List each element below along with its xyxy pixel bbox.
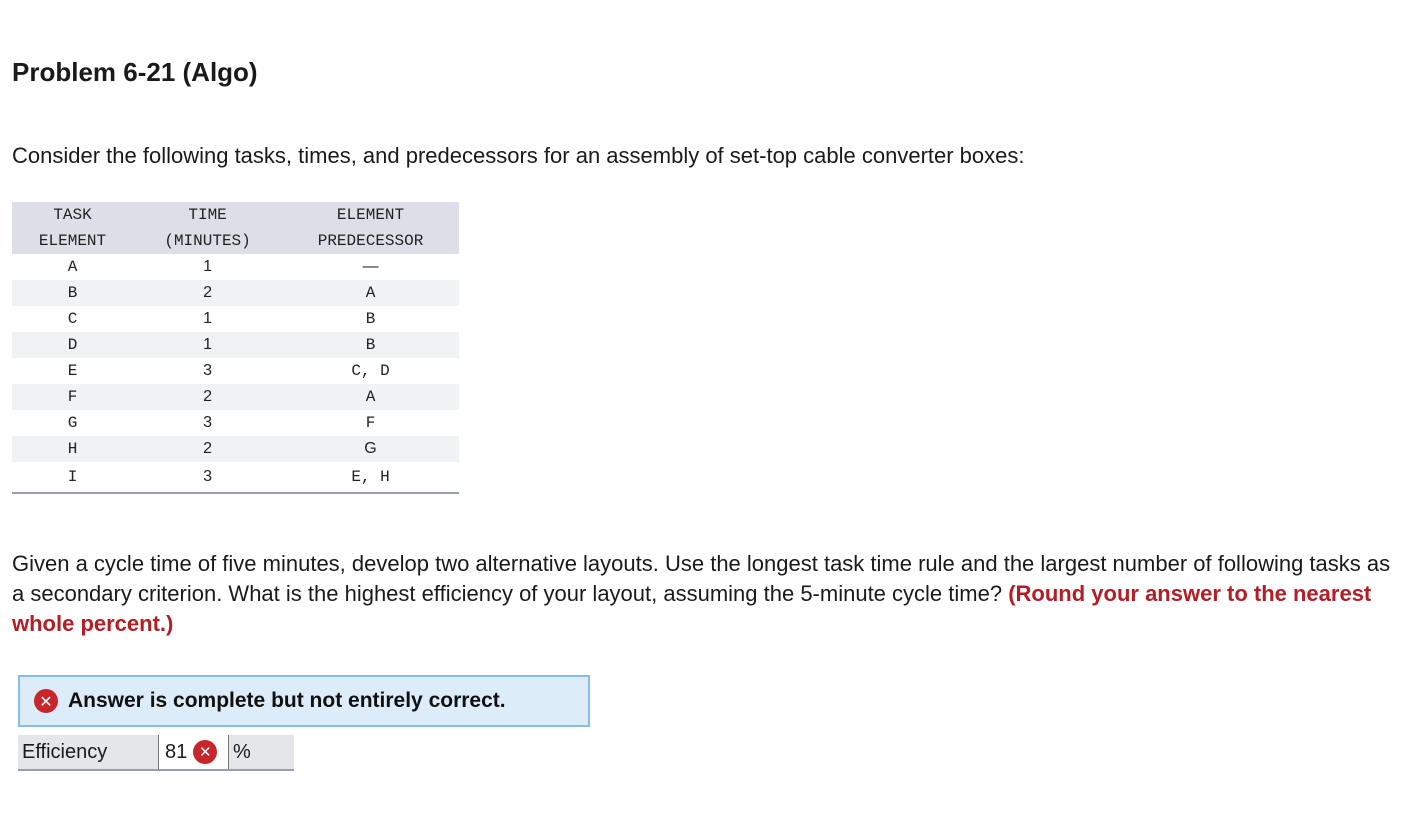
table-row — [12, 358, 459, 384]
answer-unit: % — [228, 735, 294, 769]
time-cell: 2 — [133, 280, 282, 306]
task-cell: C — [67, 310, 78, 328]
table-row — [12, 332, 459, 358]
header-task-line1: TASK — [12, 202, 133, 228]
task-table-body — [12, 254, 459, 493]
predecessor-cell: A — [282, 280, 459, 306]
task-cell: B — [12, 280, 133, 306]
efficiency-input[interactable] — [158, 735, 228, 769]
table-row — [12, 436, 459, 462]
rounding-instruction: (Round your answer to the nearest whole percent.) — [12, 581, 1372, 636]
predecessor-cell: G — [282, 436, 459, 462]
task-cell: A — [67, 258, 78, 276]
task-cell: I — [12, 462, 133, 493]
task-table-header — [12, 202, 459, 254]
predecessor-cell: B — [365, 310, 376, 328]
table-row — [12, 384, 459, 410]
x-icon: ✕ — [193, 740, 217, 764]
x-icon: ✕ — [34, 689, 58, 713]
table-row — [12, 462, 459, 493]
task-cell: E — [67, 362, 78, 380]
header-task-line2: ELEMENT — [12, 228, 133, 254]
predecessor-cell: — — [362, 258, 379, 275]
predecessor-cell: E, H — [282, 462, 459, 493]
problem-title: Problem 6-21 (Algo) — [12, 57, 258, 87]
question-text — [12, 549, 1407, 639]
answer-label: Efficiency — [22, 741, 108, 763]
task-table — [12, 202, 459, 494]
predecessor-cell: B — [282, 332, 459, 358]
predecessor-cell: A — [282, 384, 459, 410]
task-cell: G — [67, 414, 78, 432]
time-cell: 3 — [203, 414, 213, 431]
efficiency-value: 81 — [165, 740, 188, 763]
task-cell: D — [12, 332, 133, 358]
task-cell: H — [12, 436, 133, 462]
header-time-line2: (MINUTES) — [133, 228, 282, 254]
feedback-message: Answer is complete but not entirely correct. — [68, 689, 506, 712]
table-row — [12, 306, 459, 332]
feedback-banner — [18, 675, 590, 727]
time-cell: 1 — [203, 258, 213, 275]
header-predecessor-line1: ELEMENT — [282, 202, 459, 228]
predecessor-cell: F — [365, 414, 376, 432]
table-row — [12, 410, 459, 436]
header-predecessor-line2: PREDECESSOR — [282, 228, 459, 254]
header-time-line1: TIME — [133, 202, 282, 228]
answer-row — [18, 735, 294, 771]
time-cell: 1 — [133, 332, 282, 358]
table-row — [12, 280, 459, 306]
time-cell: 3 — [203, 362, 213, 379]
predecessor-cell: C, D — [351, 362, 390, 380]
time-cell: 2 — [133, 384, 282, 410]
time-cell: 1 — [203, 310, 213, 327]
question-body: Given a cycle time of five minutes, develop two alternative layouts. Use the longest task time rule and the largest number of following tasks as a secondary criterion. What is the highest efficiency of your layout, assuming the 5-minute cycle time? — [12, 551, 1391, 606]
time-cell: 2 — [133, 436, 282, 462]
task-cell: F — [12, 384, 133, 410]
problem-intro: Consider the following tasks, times, and predecessors for an assembly of set-top cable converter boxes: — [12, 143, 1025, 168]
table-row — [12, 254, 459, 280]
time-cell: 3 — [133, 462, 282, 493]
